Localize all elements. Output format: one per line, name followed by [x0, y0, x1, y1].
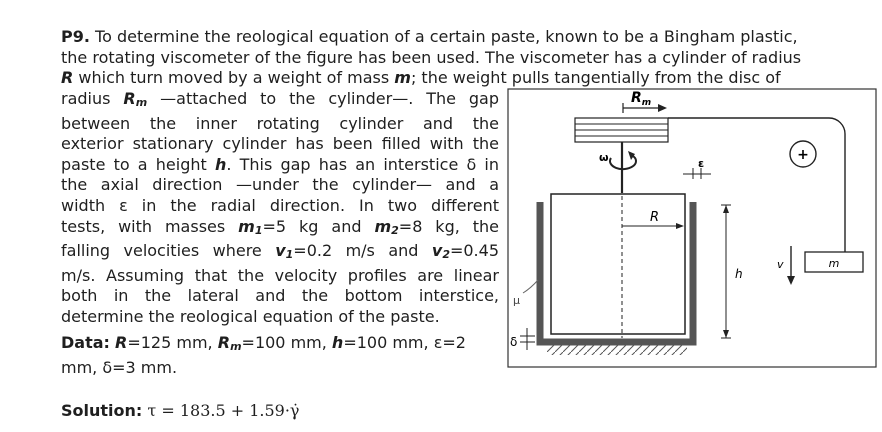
solution-label: Solution: [61, 401, 143, 420]
svg-text:ω: ω [599, 151, 609, 164]
problem-line-13: both in the lateral and the bottom interstice, [61, 286, 499, 306]
svg-text:+: + [797, 147, 809, 163]
rotating-disc [575, 118, 668, 142]
velocity-arrow [777, 246, 795, 285]
problem-line-8: the axial direction —under the cylinder— and a [61, 175, 499, 195]
delta-marker [510, 328, 535, 350]
hanging-mass [805, 252, 863, 272]
problem-line-5: between the inner rotating cylinder and the [61, 113, 499, 133]
problem-line-11: falling velocities where v1=0.2 m/s and v2=0.45 [61, 241, 499, 262]
svg-text:v: v [777, 258, 784, 271]
ground-hatch [547, 345, 687, 355]
rotation-indicator [599, 151, 636, 169]
solution-section [61, 401, 300, 421]
problem-line-10: tests, with masses m1=5 kg and m2=8 kg, the [61, 216, 500, 237]
svg-text:m: m [828, 257, 840, 270]
problem-line-7: paste to a height h. This gap has an interstice δ in [61, 154, 500, 174]
problem-line-1: P9. To determine the reological equation of a certain paste, known to be a Bingham plastic, [61, 27, 798, 46]
data-label: Data: [61, 333, 110, 352]
height-dimension [721, 205, 743, 338]
disc-radius-label: $R_m$ [631, 90, 652, 108]
svg-text:R: R [650, 210, 660, 225]
viscometer-figure [507, 88, 877, 368]
inner-cylinder [551, 194, 685, 334]
problem-id: P9. [61, 27, 90, 46]
svg-text:h: h [735, 267, 743, 281]
svg-text:μ: μ [513, 294, 520, 307]
epsilon-marker [683, 157, 711, 179]
disc-radius-arrow [623, 90, 667, 113]
problem-text-full-width [61, 27, 851, 89]
problem-line-9: width ε in the radial direction. In two different [61, 195, 499, 215]
problem-line-4: radius Rm —attached to the cylinder—. The gap [61, 89, 500, 109]
problem-line-3: R which turn moved by a weight of mass m; the weight pulls tangentially from the disc of [61, 68, 781, 88]
problem-line-12: m/s. Assuming that the velocity profiles are linear [61, 265, 499, 285]
problem-line-14: determine the reological equation of the paste. [61, 306, 440, 326]
svg-text:δ: δ [510, 335, 518, 349]
data-section: Data: R=125 mm, Rm=100 mm, h=100 mm, ε=2 mm, δ=3 mm. [61, 333, 466, 377]
problem-line-2: the rotating viscometer of the figure has been used. The viscometer has a cylinder of radius [61, 47, 802, 67]
pulley [790, 141, 816, 167]
problem-text-narrow [61, 89, 499, 328]
svg-text:ε: ε [698, 157, 705, 170]
problem-line-6: exterior stationary cylinder has been filled with the [61, 134, 499, 154]
viscosity-label [513, 280, 538, 307]
solution-equation: τ = 183.5 + 1.59·γ̇ [147, 401, 300, 420]
